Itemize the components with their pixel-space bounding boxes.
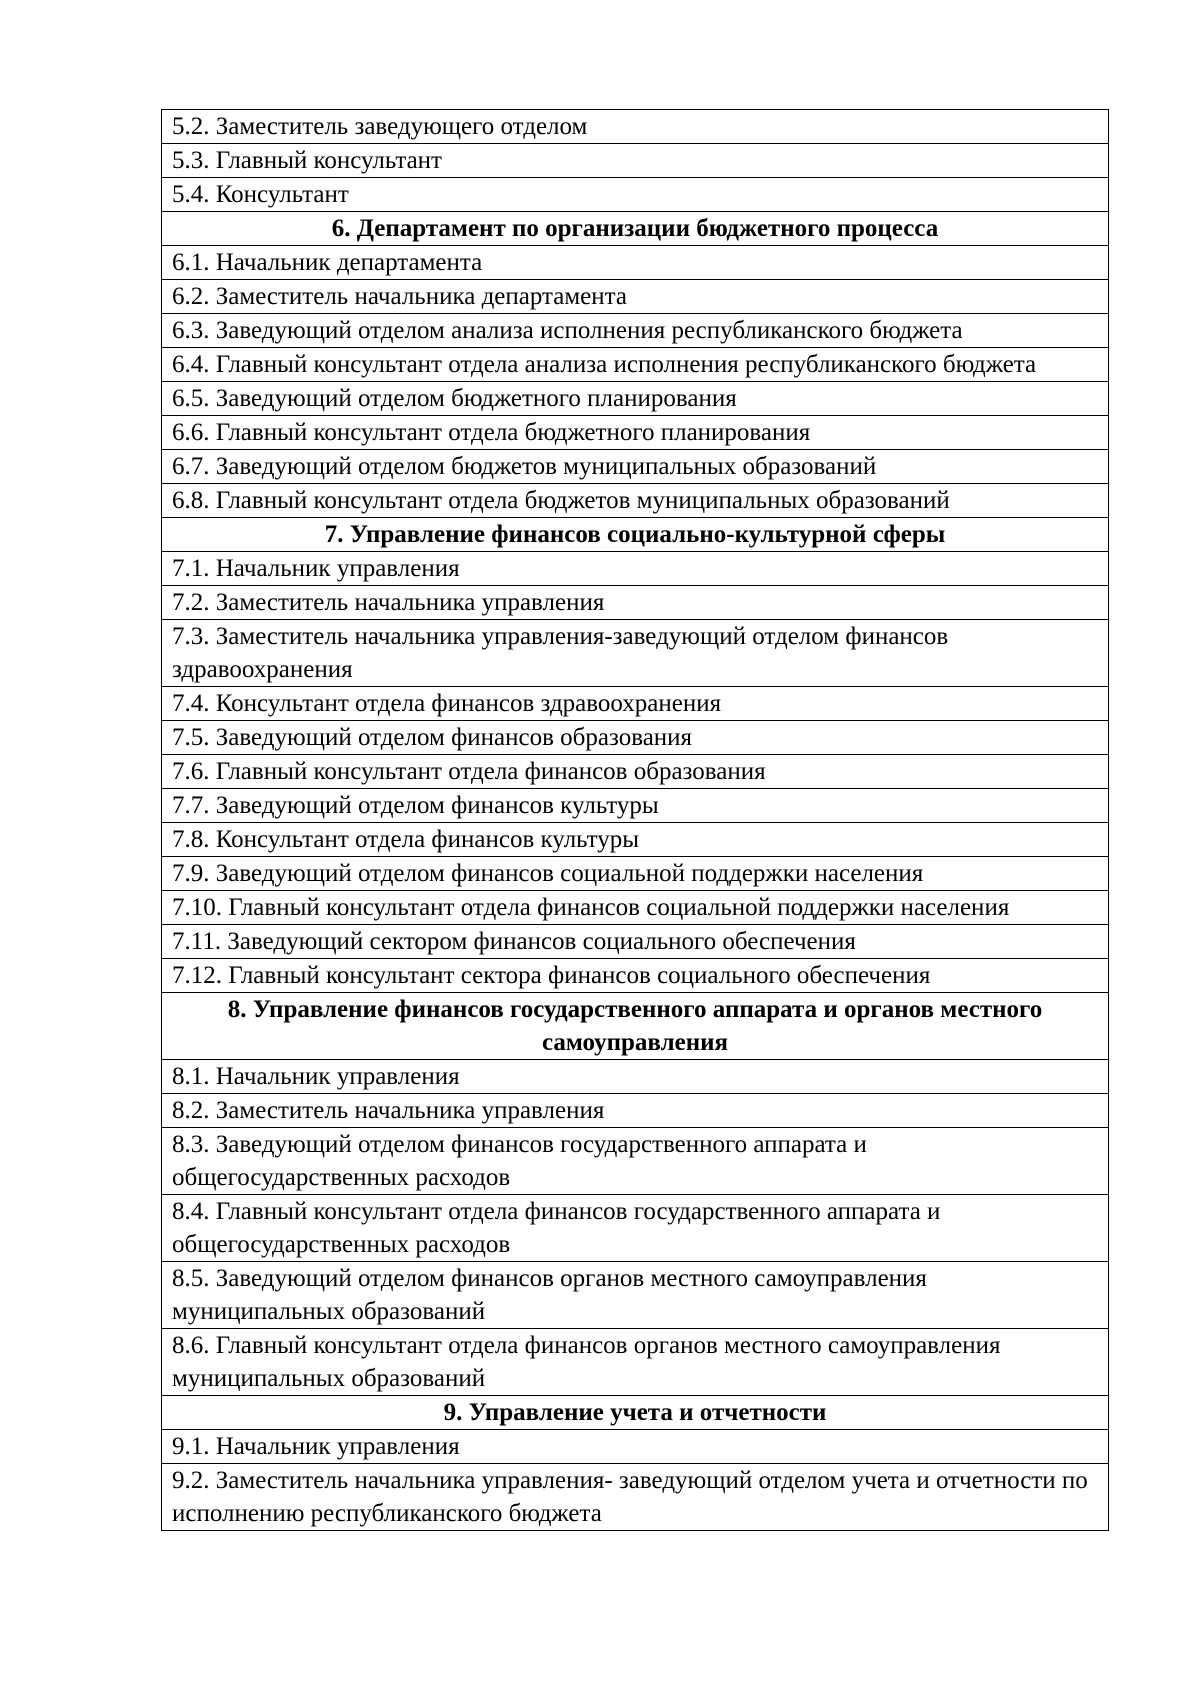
position-title: 7.10. Главный консультант отдела финансов социальной поддержки населения xyxy=(162,891,1109,925)
position-title: 8.6. Главный консультант отдела финансов органов местного самоуправления муниципальных образований xyxy=(162,1329,1109,1396)
position-title: 7.6. Главный консультант отдела финансов образования xyxy=(162,755,1109,789)
position-title: 6.5. Заведующий отделом бюджетного планирования xyxy=(162,382,1109,416)
position-row xyxy=(162,1195,1109,1262)
position-title: 8.3. Заведующий отделом финансов государственного аппарата и общегосударственных расходов xyxy=(162,1128,1109,1195)
position-row xyxy=(162,178,1109,212)
position-title: 6.2. Заместитель начальника департамента xyxy=(162,280,1109,314)
position-row xyxy=(162,823,1109,857)
position-title: 6.4. Главный консультант отдела анализа исполнения республиканского бюджета xyxy=(162,348,1109,382)
position-row xyxy=(162,586,1109,620)
section-heading-row xyxy=(162,1396,1109,1430)
position-row xyxy=(162,348,1109,382)
position-row xyxy=(162,552,1109,586)
position-title: 6.7. Заведующий отделом бюджетов муниципальных образований xyxy=(162,450,1109,484)
position-row xyxy=(162,1262,1109,1329)
section-heading-row xyxy=(162,518,1109,552)
position-title: 7.4. Консультант отдела финансов здравоохранения xyxy=(162,687,1109,721)
position-row xyxy=(162,620,1109,687)
position-title: 7.2. Заместитель начальника управления xyxy=(162,586,1109,620)
position-row xyxy=(162,687,1109,721)
positions-table-body xyxy=(162,110,1109,1531)
section-heading: 6. Департамент по организации бюджетного процесса xyxy=(162,212,1109,246)
position-row xyxy=(162,1329,1109,1396)
position-title: 8.1. Начальник управления xyxy=(162,1060,1109,1094)
section-heading: 8. Управление финансов государственного аппарата и органов местного самоуправления xyxy=(162,993,1109,1060)
position-row xyxy=(162,416,1109,450)
position-row xyxy=(162,382,1109,416)
position-row xyxy=(162,484,1109,518)
position-title: 7.11. Заведующий сектором финансов социального обеспечения xyxy=(162,925,1109,959)
position-row xyxy=(162,280,1109,314)
positions-table xyxy=(161,109,1109,1531)
position-title: 7.9. Заведующий отделом финансов социальной поддержки населения xyxy=(162,857,1109,891)
position-title: 7.7. Заведующий отделом финансов культуры xyxy=(162,789,1109,823)
position-title: 6.3. Заведующий отделом анализа исполнения республиканского бюджета xyxy=(162,314,1109,348)
position-row xyxy=(162,144,1109,178)
section-heading: 9. Управление учета и отчетности xyxy=(162,1396,1109,1430)
position-title: 5.4. Консультант xyxy=(162,178,1109,212)
position-row xyxy=(162,450,1109,484)
position-row xyxy=(162,110,1109,144)
position-title: 7.12. Главный консультант сектора финансов социального обеспечения xyxy=(162,959,1109,993)
position-row xyxy=(162,1094,1109,1128)
section-heading-row xyxy=(162,993,1109,1060)
position-row xyxy=(162,789,1109,823)
position-row xyxy=(162,721,1109,755)
position-title: 6.6. Главный консультант отдела бюджетного планирования xyxy=(162,416,1109,450)
position-row xyxy=(162,1464,1109,1531)
position-title: 5.2. Заместитель заведующего отделом xyxy=(162,110,1109,144)
position-row xyxy=(162,891,1109,925)
position-title: 8.2. Заместитель начальника управления xyxy=(162,1094,1109,1128)
position-title: 7.3. Заместитель начальника управления-заведующий отделом финансов здравоохранения xyxy=(162,620,1109,687)
section-heading-row xyxy=(162,212,1109,246)
position-title: 6.8. Главный консультант отдела бюджетов муниципальных образований xyxy=(162,484,1109,518)
position-row xyxy=(162,1060,1109,1094)
position-title: 7.1. Начальник управления xyxy=(162,552,1109,586)
position-row xyxy=(162,755,1109,789)
position-row xyxy=(162,1128,1109,1195)
position-title: 8.5. Заведующий отделом финансов органов местного самоуправления муниципальных образований xyxy=(162,1262,1109,1329)
position-row xyxy=(162,959,1109,993)
position-row xyxy=(162,246,1109,280)
position-row xyxy=(162,925,1109,959)
position-title: 7.8. Консультант отдела финансов культуры xyxy=(162,823,1109,857)
position-row xyxy=(162,857,1109,891)
position-title: 5.3. Главный консультант xyxy=(162,144,1109,178)
position-row xyxy=(162,1430,1109,1464)
position-title: 9.1. Начальник управления xyxy=(162,1430,1109,1464)
position-title: 8.4. Главный консультант отдела финансов государственного аппарата и общегосударственных расходов xyxy=(162,1195,1109,1262)
position-title: 7.5. Заведующий отделом финансов образования xyxy=(162,721,1109,755)
position-title: 9.2. Заместитель начальника управления- заведующий отделом учета и отчетности по исполнению республиканского бюджета xyxy=(162,1464,1109,1531)
position-row xyxy=(162,314,1109,348)
position-title: 6.1. Начальник департамента xyxy=(162,246,1109,280)
section-heading: 7. Управление финансов социально-культурной сферы xyxy=(162,518,1109,552)
